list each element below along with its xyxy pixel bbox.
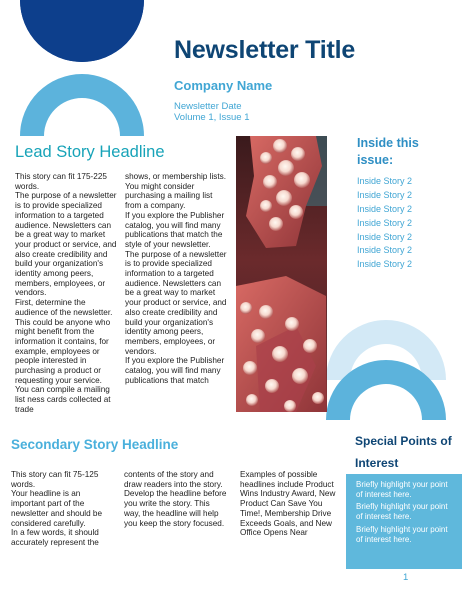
navy-half-circle-fill	[20, 0, 144, 62]
lead-story-column-1	[15, 172, 117, 412]
paragraph: The purpose of a newsletter is to provide specialized information to a targeted audience. Newsletters can be a great way to market your product or service, and also create credibility and build your organization's identity among peers, members, employees, or vendors.	[15, 191, 117, 298]
paragraph: The purpose of a newsletter is to provide specialized information to a targeted audience. Newsletters can be a great way to market your product or service, and also create credibility and build your organization's identity among peers, members, employees, or vendors.	[125, 249, 227, 356]
secondary-story-column-3	[240, 470, 344, 538]
newsletter-date: Newsletter Date	[174, 101, 242, 112]
newsletter-issue: Volume 1, Issue 1	[174, 112, 250, 123]
paragraph: contents of the story and draw readers into the story.	[124, 470, 223, 489]
special-point-item: Briefly highlight your point of interest here.	[356, 480, 448, 499]
inside-story-link[interactable]: Inside Story 2	[357, 259, 413, 270]
marquee-lights-photo	[236, 136, 327, 412]
inside-story-link[interactable]: Inside Story 2	[357, 189, 413, 200]
special-points-box	[346, 474, 462, 569]
paragraph: Examples of possible headlines include Product Wins Industry Award, New Product Can Save You Time!, Membership Drive Exceeds Goals, and New Office Opens Near	[240, 470, 336, 538]
secondary-story-column-2	[124, 470, 228, 538]
secondary-story-column-1	[11, 470, 115, 547]
lead-story-column-2	[125, 172, 227, 412]
paragraph: In a few words, it should accurately represent the	[11, 528, 99, 547]
special-points-heading: Special Points of Interest	[355, 434, 452, 470]
inside-issue-heading: Inside this issue:	[357, 136, 419, 167]
newsletter-meta	[174, 101, 250, 123]
paragraph: If you explore the Publisher catalog, you will find many publications that match	[125, 356, 225, 385]
blue-arch-shape	[20, 74, 144, 136]
newsletter-title: Newsletter Title	[174, 36, 356, 64]
paragraph: shows, or membership lists. You might consider purchasing a mailing list from a company.	[125, 172, 227, 211]
paragraph: You can compile a mailing list ness cards collected at trade	[15, 385, 111, 414]
company-name: Company Name	[174, 78, 273, 93]
paragraph: If you explore the Publisher catalog, you will find many publications that match the style of your newsletter.	[125, 210, 225, 249]
paragraph: Develop the headline before you write the story. This way, the headline will help you keep the story focused.	[124, 489, 227, 528]
paragraph: This story can fit 75-125 words.	[11, 470, 99, 489]
inside-story-link[interactable]: Inside Story 2	[357, 176, 413, 186]
special-point-item: Briefly highlight your point of interest here.	[356, 524, 448, 544]
special-point-item: Briefly highlight your point of interest here.	[356, 502, 448, 522]
inside-story-link[interactable]: Inside Story 2	[357, 231, 413, 242]
secondary-story-headline: Secondary Story Headline	[11, 437, 179, 452]
inside-issue-list	[357, 175, 412, 272]
inside-story-link[interactable]: Inside Story 2	[357, 217, 413, 228]
paragraph: First, determine the audience of the newsletter. This could be anyone who might benefit from the information it contains, for example, employees or people interested in purchasing a product or requesting your service.	[15, 298, 113, 385]
paragraph: This story can fit 175-225 words.	[15, 172, 107, 191]
page-number: 1	[403, 572, 409, 583]
paragraph: Your headline is an important part of the newsletter and should be considered carefully.	[11, 489, 103, 528]
inside-story-link[interactable]: Inside Story 2	[357, 245, 413, 256]
inside-story-link[interactable]: Inside Story 2	[357, 203, 413, 214]
lead-story-headline: Lead Story Headline	[15, 143, 165, 161]
